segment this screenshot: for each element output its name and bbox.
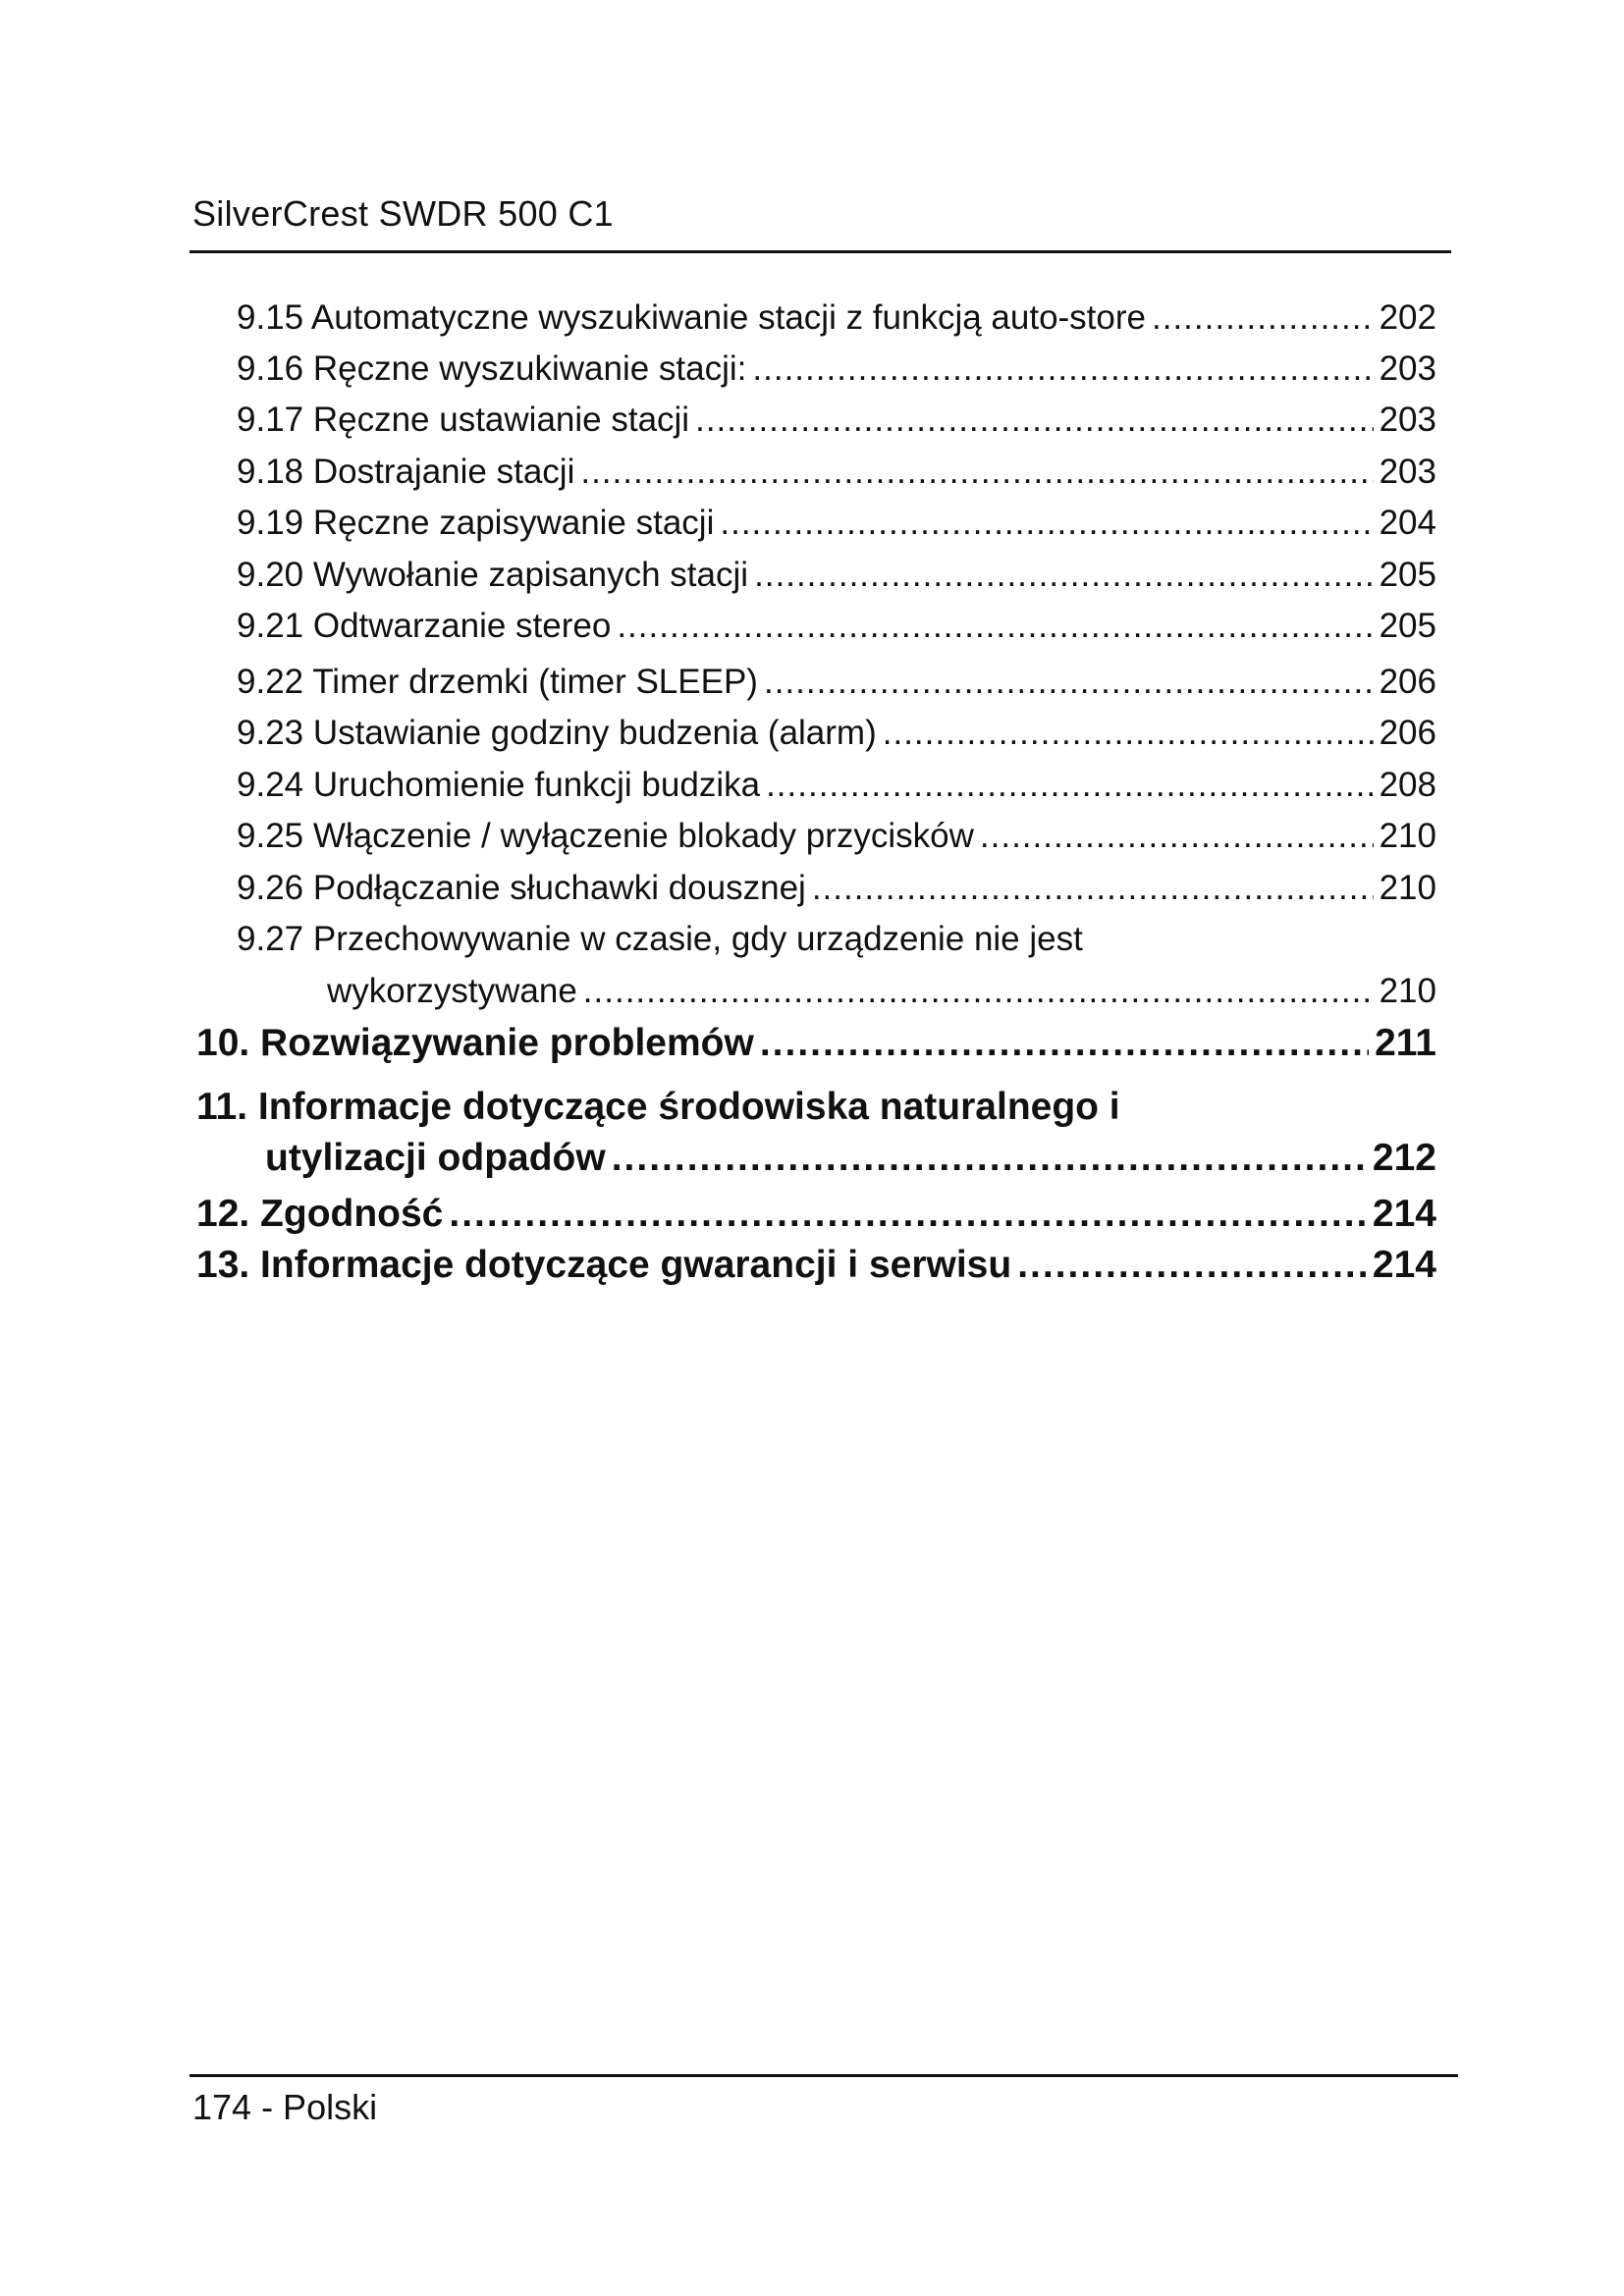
toc-entry-9-18[interactable] — [237, 451, 1436, 494]
toc-entry-9-17[interactable] — [237, 399, 1436, 442]
toc-entry-label: 13. Informacje dotyczące gwarancji i serwisu — [196, 1244, 1012, 1286]
toc-entry-label-continued: wykorzystywane — [327, 972, 577, 1010]
toc-entry-label: 9.23 Ustawianie godziny budzenia (alarm) — [237, 714, 877, 752]
toc-entry-label: 12. Zgodność — [196, 1193, 444, 1235]
toc-entry-label: 9.16 Ręczne wyszukiwanie stacji: — [237, 349, 747, 388]
toc-entry-page: 203 — [1379, 349, 1436, 388]
toc-entry-page: 203 — [1379, 400, 1436, 439]
toc-entry-page: 210 — [1379, 972, 1436, 1010]
toc-entry-label: 9.27 Przechowywanie w czasie, gdy urządzenie nie jest — [237, 920, 1083, 958]
toc-entry-label: 9.18 Dostrajanie stacji — [237, 453, 575, 491]
toc-entry-page: 212 — [1372, 1137, 1436, 1179]
page-header-title: SilverCrest SWDR 500 C1 — [192, 193, 615, 234]
toc-entry-11[interactable] — [196, 1084, 1436, 1131]
toc-entry-page: 210 — [1379, 817, 1436, 855]
toc-entry-9-23[interactable] — [237, 712, 1436, 755]
toc-entry-label: 9.21 Odtwarzanie stereo — [237, 607, 612, 645]
toc-entry-9-20[interactable] — [237, 554, 1436, 597]
toc-leader-dots — [720, 502, 1373, 545]
toc-entry-label: 9.24 Uruchomienie funkcji budzika — [237, 766, 761, 804]
toc-entry-page: 210 — [1379, 869, 1436, 907]
toc-entry-page: 211 — [1375, 1022, 1436, 1064]
footer-divider — [189, 2074, 1458, 2077]
toc-entry-9-26[interactable] — [237, 867, 1436, 910]
toc-entry-label-continued: utylizacji odpadów — [265, 1137, 606, 1179]
toc-leader-dots — [449, 1191, 1367, 1238]
toc-entry-label: 9.19 Ręczne zapisywanie stacji — [237, 504, 715, 542]
toc-entry-11-continued[interactable] — [265, 1135, 1436, 1182]
toc-entry-label: 10. Rozwiązywanie problemów — [196, 1022, 754, 1064]
toc-entry-9-21[interactable] — [237, 605, 1436, 648]
header-divider — [189, 250, 1451, 253]
toc-entry-label: 9.20 Wywołanie zapisanych stacji — [237, 556, 749, 594]
toc-entry-page: 205 — [1379, 556, 1436, 594]
toc-entry-page: 206 — [1379, 663, 1436, 701]
toc-leader-dots — [1017, 1242, 1367, 1289]
toc-entry-9-25[interactable] — [237, 815, 1436, 858]
toc-entry-12[interactable] — [196, 1191, 1436, 1238]
toc-entry-page: 202 — [1379, 298, 1436, 337]
toc-entry-9-22[interactable] — [237, 661, 1436, 704]
toc-entry-label: 11. Informacje dotyczące środowiska naturalnego i — [196, 1086, 1120, 1128]
toc-entry-9-27-continued[interactable] — [327, 970, 1436, 1013]
toc-entry-page: 205 — [1379, 607, 1436, 645]
toc-leader-dots — [883, 712, 1374, 755]
toc-leader-dots — [764, 661, 1374, 704]
toc-leader-dots — [752, 347, 1373, 391]
toc-leader-dots — [812, 867, 1374, 910]
toc-entry-9-15[interactable] — [237, 296, 1436, 340]
toc-leader-dots — [980, 815, 1374, 858]
toc-entry-page: 204 — [1379, 504, 1436, 542]
toc-leader-dots — [754, 554, 1374, 597]
toc-entry-page: 208 — [1379, 766, 1436, 804]
toc-entry-label: 9.17 Ręczne ustawianie stacji — [237, 400, 690, 439]
toc-leader-dots — [1152, 296, 1374, 340]
toc-entry-label: 9.22 Timer drzemki (timer SLEEP) — [237, 663, 758, 701]
toc-entry-page: 214 — [1372, 1244, 1436, 1286]
toc-entry-page: 203 — [1379, 453, 1436, 491]
toc-entry-label: 9.26 Podłączanie słuchawki dousznej — [237, 869, 806, 907]
toc-leader-dots — [583, 970, 1374, 1013]
toc-leader-dots — [612, 1135, 1367, 1182]
toc-entry-9-16[interactable] — [237, 347, 1436, 391]
toc-entry-9-19[interactable] — [237, 502, 1436, 545]
toc-entry-label: 9.25 Włączenie / wyłączenie blokady przycisków — [237, 817, 974, 855]
toc-leader-dots — [617, 605, 1373, 648]
toc-entry-label: 9.15 Automatyczne wyszukiwanie stacji z funkcją auto-store — [237, 298, 1146, 337]
toc-entry-10[interactable] — [196, 1020, 1436, 1067]
page-footer-label: 174 - Polski — [192, 2087, 378, 2127]
toc-leader-dots — [580, 451, 1373, 494]
toc-entry-13[interactable] — [196, 1242, 1436, 1289]
toc-entry-9-27[interactable] — [237, 918, 1436, 961]
toc-entry-page: 214 — [1372, 1193, 1436, 1235]
toc-leader-dots — [766, 764, 1374, 807]
toc-entry-page: 206 — [1379, 714, 1436, 752]
toc-leader-dots — [695, 399, 1374, 442]
toc-entry-9-24[interactable] — [237, 764, 1436, 807]
toc-leader-dots — [760, 1020, 1369, 1067]
